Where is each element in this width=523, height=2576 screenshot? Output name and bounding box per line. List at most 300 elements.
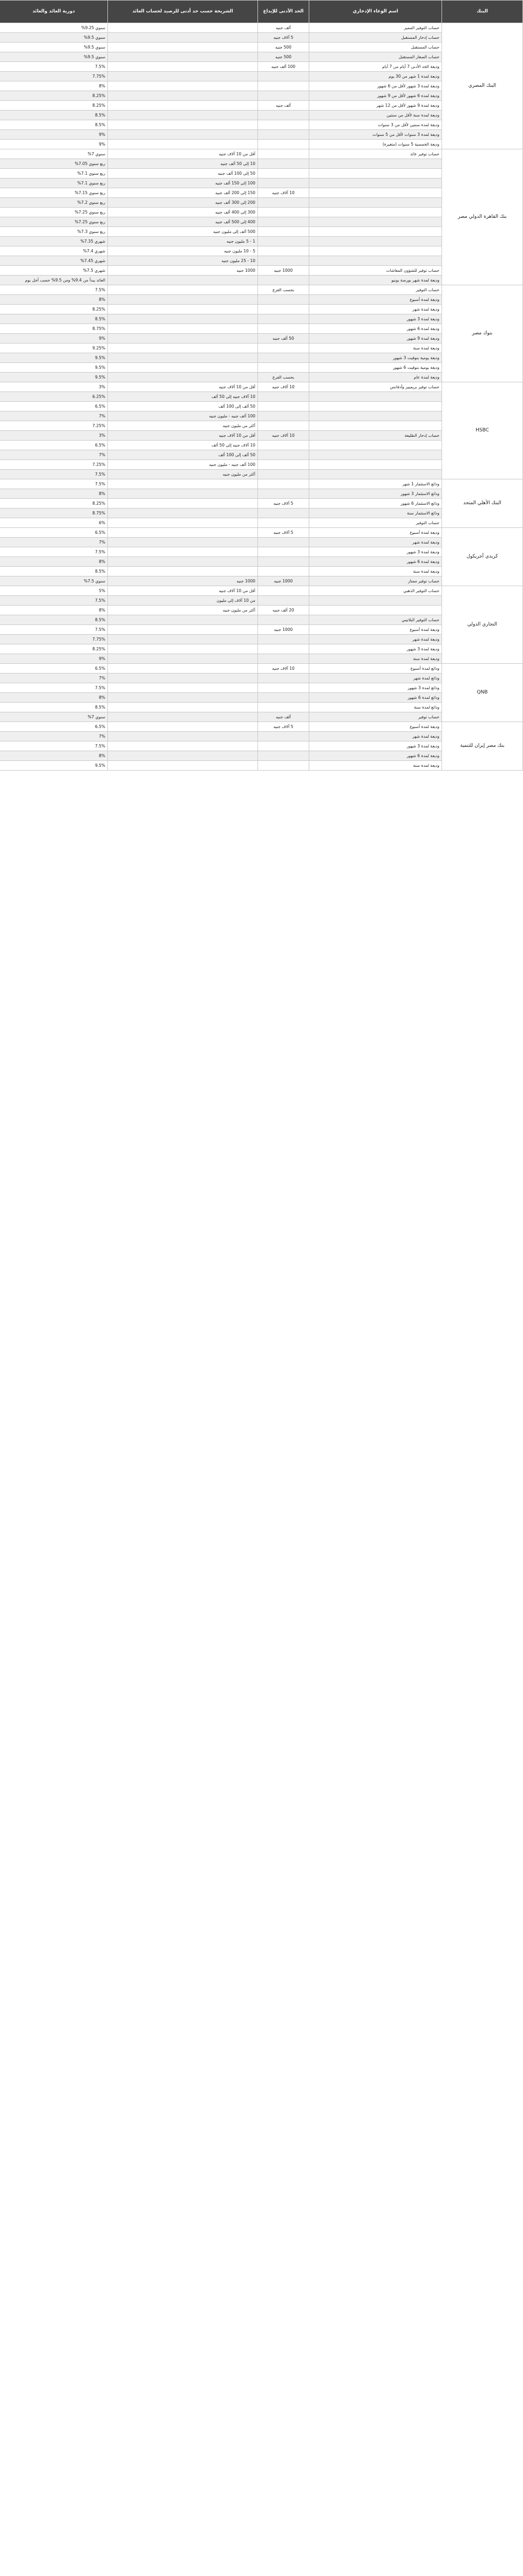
return-rate-cell: 7.5% <box>0 285 108 295</box>
return-rate-cell: 8.5% <box>0 615 108 625</box>
min-balance-cell <box>108 499 258 509</box>
return-rate-cell: سنوي 7% <box>0 149 108 159</box>
product-cell: حساب التوفير الذهبي <box>309 586 442 596</box>
product-cell: وديعة لمدة سنة <box>309 761 442 771</box>
return-rate-cell: 8% <box>0 751 108 761</box>
bank-name: بنك مصر إيران للتنمية <box>442 722 523 771</box>
return-rate-cell: 3% <box>0 431 108 441</box>
min-deposit-cell: 5 آلاف جنيه <box>258 33 309 43</box>
product-cell <box>309 198 442 208</box>
min-balance-cell <box>108 140 258 149</box>
product-cell: وديعة لمدة أسبوع <box>309 528 442 538</box>
min-deposit-cell: 5 آلاف جنيه <box>258 499 309 509</box>
min-deposit-cell <box>258 363 309 373</box>
return-rate-cell: سنوي 9.5% <box>0 52 108 62</box>
bank-name: البنك المصري <box>442 23 523 149</box>
min-deposit-cell <box>258 178 309 188</box>
min-balance-cell <box>108 615 258 625</box>
min-deposit-cell <box>258 586 309 596</box>
bank-name: بنك القاهرة الدولي مصر <box>442 149 523 285</box>
min-balance-cell <box>108 111 258 120</box>
min-deposit-cell <box>258 81 309 91</box>
min-deposit-cell <box>258 411 309 421</box>
min-balance-cell: 500 ألف إلى مليون جنيه <box>108 227 258 237</box>
min-deposit-cell <box>258 198 309 208</box>
return-rate-cell: 7.5% <box>0 62 108 72</box>
min-balance-cell: 1000 جنيه <box>108 576 258 586</box>
min-balance-cell <box>108 334 258 344</box>
min-deposit-cell <box>258 276 309 285</box>
min-deposit-cell <box>258 703 309 712</box>
min-balance-cell: من 10 آلاف إلى مليون <box>108 596 258 606</box>
min-balance-cell <box>108 741 258 751</box>
table-row <box>0 479 523 489</box>
min-balance-cell <box>108 644 258 654</box>
return-rate-cell: 9.5% <box>0 373 108 382</box>
return-rate-cell: ربع سنوي 7.2% <box>0 198 108 208</box>
product-cell <box>309 237 442 246</box>
min-deposit-cell: 5 آلاف جنيه <box>258 528 309 538</box>
product-cell: وديعة لمدة 6 شهور <box>309 324 442 334</box>
min-deposit-cell <box>258 460 309 470</box>
return-rate-cell: 7.5% <box>0 479 108 489</box>
product-cell: وديعة لمدة سنة لأقل من سنتين <box>309 111 442 120</box>
min-balance-cell <box>108 547 258 557</box>
return-rate-cell: 9% <box>0 654 108 664</box>
product-cell <box>309 421 442 431</box>
min-deposit-cell <box>258 654 309 664</box>
min-balance-cell: أقل من 10 آلاف جنيه <box>108 431 258 441</box>
return-rate-cell: 7.5% <box>0 470 108 479</box>
min-balance-cell <box>108 344 258 353</box>
bank-name: البنك الأهلي المتحد <box>442 479 523 528</box>
return-rate-cell: 6.5% <box>0 528 108 538</box>
min-balance-cell <box>108 62 258 72</box>
return-rate-cell: 8.25% <box>0 101 108 111</box>
min-deposit-cell <box>258 693 309 703</box>
product-cell: وديعة يومية بتوقيت 3 شهور <box>309 353 442 363</box>
return-rate-cell: 8% <box>0 295 108 305</box>
min-balance-cell <box>108 557 258 567</box>
min-deposit-cell <box>258 169 309 178</box>
min-deposit-cell <box>258 111 309 120</box>
header-return-period: دورية العائد والعائد <box>0 1 108 23</box>
min-deposit-cell <box>258 567 309 576</box>
return-rate-cell: 7.5% <box>0 683 108 693</box>
min-deposit-cell <box>258 402 309 411</box>
product-cell: حساب التوفير <box>309 285 442 295</box>
table-row <box>0 722 523 732</box>
product-cell <box>309 402 442 411</box>
min-deposit-cell <box>258 547 309 557</box>
return-rate-cell: ربع سنوي 7.3% <box>0 227 108 237</box>
min-deposit-cell <box>258 674 309 683</box>
min-balance-cell <box>108 324 258 334</box>
min-deposit-cell <box>258 159 309 169</box>
return-rate-cell: 8.5% <box>0 120 108 130</box>
min-deposit-cell <box>258 732 309 741</box>
min-balance-cell: أقل من 10 آلاف جنيه <box>108 149 258 159</box>
return-rate-cell: 8% <box>0 693 108 703</box>
min-balance-cell: أقل من 10 آلاف جنيه <box>108 382 258 392</box>
return-rate-cell: سنوي 7% <box>0 712 108 722</box>
min-deposit-cell <box>258 441 309 450</box>
min-balance-cell <box>108 654 258 664</box>
min-deposit-cell <box>258 509 309 518</box>
product-cell: حساب توفير للشؤون المعاشات <box>309 266 442 276</box>
min-deposit-cell: 20 ألف جنيه <box>258 606 309 615</box>
product-cell: وديعة لمدة 3 شهور <box>309 741 442 751</box>
return-rate-cell: شهري 7.4% <box>0 246 108 256</box>
return-rate-cell: 7.5% <box>0 596 108 606</box>
product-cell: ودائع الاستثمار 3 شهور <box>309 489 442 499</box>
return-rate-cell: 7.25% <box>0 421 108 431</box>
return-rate-cell: 3% <box>0 382 108 392</box>
return-rate-cell: 8% <box>0 557 108 567</box>
product-cell <box>309 256 442 266</box>
product-cell <box>309 159 442 169</box>
product-cell <box>309 460 442 470</box>
min-balance-cell: 100 ألف جنيه - مليون جنيه <box>108 460 258 470</box>
return-rate-cell: 8% <box>0 81 108 91</box>
min-deposit-cell: 5 آلاف جنيه <box>258 722 309 732</box>
min-balance-cell <box>108 81 258 91</box>
min-deposit-cell <box>258 479 309 489</box>
return-rate-cell: 8.75% <box>0 324 108 334</box>
product-cell: وديعة لمدة 6 شهور <box>309 751 442 761</box>
min-balance-cell <box>108 130 258 140</box>
min-balance-cell <box>108 353 258 363</box>
return-rate-cell: 7.5% <box>0 547 108 557</box>
min-balance-cell: 100 ألف جنيه - مليون جنيه <box>108 411 258 421</box>
min-deposit-cell <box>258 314 309 324</box>
product-cell: حساب التوفير البلاتيني <box>309 615 442 625</box>
table-row <box>0 586 523 596</box>
product-cell: حساب إدخار الطليعة <box>309 431 442 441</box>
min-deposit-cell <box>258 72 309 81</box>
return-rate-cell: 9% <box>0 140 108 149</box>
min-balance-cell: أقل من 10 آلاف جنيه <box>108 586 258 596</box>
product-cell: وديعة لمدة 3 سنوات لأقل من 5 سنوات <box>309 130 442 140</box>
table-row <box>0 149 523 159</box>
product-cell: وديعة لمدة 3 شهور لأقل من 6 شهور <box>309 81 442 91</box>
product-cell: وديعة لمدة سنتين لأقل من 3 سنوات <box>309 120 442 130</box>
product-cell <box>309 217 442 227</box>
return-rate-cell: شهري 7.5% <box>0 266 108 276</box>
product-cell: وديعة لمدة أسبوع <box>309 295 442 305</box>
min-balance-cell: أكثر من مليون جنيه <box>108 470 258 479</box>
min-deposit-cell <box>258 741 309 751</box>
header-product: اسم الوعاء الإدخاري <box>309 1 442 23</box>
bank-name: التجاري الدولي <box>442 586 523 664</box>
product-cell: حساب إدخار المستقبل <box>309 33 442 43</box>
product-cell: وديعة لمدة 1 شهر من 30 يوم <box>309 72 442 81</box>
return-rate-cell: 7% <box>0 411 108 421</box>
min-deposit-cell: 10 آلاف جنيه <box>258 382 309 392</box>
min-deposit-cell <box>258 305 309 314</box>
return-rate-cell: ربع سنوي 7.25% <box>0 217 108 227</box>
return-rate-cell: ربع سنوي 7.1% <box>0 178 108 188</box>
return-rate-cell: ربع سنوي 7.25% <box>0 208 108 217</box>
return-rate-cell: 9% <box>0 334 108 344</box>
header-min-balance: الشريحة حسب حد أدنى للرصيد لحساب العائد <box>108 1 258 23</box>
bank-name: بنوك مصر <box>442 285 523 382</box>
product-cell <box>309 188 442 198</box>
min-balance-cell <box>108 722 258 732</box>
return-rate-cell: 9.25% <box>0 344 108 353</box>
min-balance-cell <box>108 635 258 644</box>
product-cell: ودائع لمدة شهر <box>309 674 442 683</box>
return-rate-cell: شهري 7.35% <box>0 237 108 246</box>
min-balance-cell <box>108 751 258 761</box>
min-balance-cell: 100 إلى 150 ألف جنيه <box>108 178 258 188</box>
min-balance-cell: 10 آلاف جنيه إلى 50 ألف <box>108 441 258 450</box>
bank-name: QNB <box>442 664 523 722</box>
product-cell: وديعة لمدة سنة <box>309 344 442 353</box>
min-balance-cell: 5 - 10 مليون جنيه <box>108 246 258 256</box>
product-cell <box>309 606 442 615</box>
product-cell: وديعة لمدة أسبوع <box>309 625 442 635</box>
min-deposit-cell <box>258 751 309 761</box>
min-balance-cell: 50 إلى 100 ألف جنيه <box>108 169 258 178</box>
min-balance-cell: 300 إلى 400 ألف جنيه <box>108 208 258 217</box>
product-cell: وديعة لمدة شهر بورصة يونيو <box>309 276 442 285</box>
rates-table <box>0 0 523 771</box>
product-cell: وديعة لمدة شهر <box>309 305 442 314</box>
product-cell: ودائع لمدة 3 شهور <box>309 683 442 693</box>
product-cell: ودائع لمدة سنة <box>309 703 442 712</box>
product-cell <box>309 441 442 450</box>
min-balance-cell <box>108 528 258 538</box>
table-row <box>0 664 523 674</box>
return-rate-cell: 9.5% <box>0 761 108 771</box>
return-rate-cell: 8.25% <box>0 499 108 509</box>
return-rate-cell: العائد يبدأ من 9.4% ومن 9.5% حسب أجل يوم <box>0 276 108 285</box>
header-bank: البنك <box>442 1 523 23</box>
table-row <box>0 528 523 538</box>
min-balance-cell <box>108 305 258 314</box>
min-balance-cell <box>108 664 258 674</box>
min-deposit-cell <box>258 353 309 363</box>
return-rate-cell: 8.5% <box>0 314 108 324</box>
return-rate-cell: 7% <box>0 674 108 683</box>
product-cell: حساب توفير <box>309 712 442 722</box>
product-cell: ودائع الاستثمار 6 شهور <box>309 499 442 509</box>
min-balance-cell: 50 ألف إلى 100 ألف <box>108 450 258 460</box>
return-rate-cell: 8.25% <box>0 305 108 314</box>
product-cell <box>309 450 442 460</box>
product-cell: وديعة الخمسية 5 سنوات (متغيرة) <box>309 140 442 149</box>
return-rate-cell: 8.5% <box>0 111 108 120</box>
product-cell: وديعة لمدة 3 شهور <box>309 644 442 654</box>
min-balance-cell: 200 إلى 300 ألف جنيه <box>108 198 258 208</box>
product-cell: وديعة لمدة سنة <box>309 654 442 664</box>
product-cell: وديعة لمدة 9 شهور لأقل من 12 شهر <box>309 101 442 111</box>
return-rate-cell: 9.5% <box>0 353 108 363</box>
product-cell: حساب توفير ممتاز <box>309 576 442 586</box>
min-balance-cell <box>108 712 258 722</box>
product-cell <box>309 411 442 421</box>
return-rate-cell: 7.75% <box>0 635 108 644</box>
product-cell <box>309 208 442 217</box>
min-balance-cell: 50 ألف إلى 100 ألف <box>108 402 258 411</box>
min-balance-cell <box>108 567 258 576</box>
min-balance-cell <box>108 285 258 295</box>
min-balance-cell: 10 آلاف جنيه إلى 50 ألف <box>108 392 258 402</box>
min-deposit-cell <box>258 557 309 567</box>
return-rate-cell: 7.5% <box>0 741 108 751</box>
product-cell: وديعة لمدة 3 شهور <box>309 314 442 324</box>
min-balance-cell: 10 إلى 50 ألف جنيه <box>108 159 258 169</box>
product-cell: وديعة لمدة شهر <box>309 538 442 547</box>
min-deposit-cell <box>258 237 309 246</box>
min-balance-cell <box>108 674 258 683</box>
table-row <box>0 23 523 33</box>
min-deposit-cell <box>258 227 309 237</box>
min-deposit-cell <box>258 324 309 334</box>
min-deposit-cell: 100 ألف جنيه <box>258 62 309 72</box>
table-row <box>0 382 523 392</box>
product-cell: وديعة يومية بتوقيت 6 شهور <box>309 363 442 373</box>
product-cell <box>309 392 442 402</box>
product-cell <box>309 246 442 256</box>
product-cell: حساب التوفير <box>309 518 442 528</box>
product-cell: وديعة لمدة أسبوع <box>309 722 442 732</box>
min-deposit-cell: ألف جنيه <box>258 23 309 33</box>
min-deposit-cell: 10 آلاف جنيه <box>258 664 309 674</box>
min-balance-cell <box>108 625 258 635</box>
min-deposit-cell: بحسب الفرع <box>258 373 309 382</box>
product-cell: وديعة لمدة 9 شهور <box>309 334 442 344</box>
min-deposit-cell: 500 جنيه <box>258 43 309 52</box>
min-deposit-cell <box>258 256 309 266</box>
min-balance-cell: 150 إلى 200 ألف جنيه <box>108 188 258 198</box>
min-balance-cell <box>108 518 258 528</box>
min-balance-cell: 1 - 5 مليون جنيه <box>108 237 258 246</box>
min-deposit-cell <box>258 489 309 499</box>
product-cell: وديعة لمدة شهر <box>309 635 442 644</box>
min-balance-cell <box>108 489 258 499</box>
return-rate-cell: ربع سنوي 7.05% <box>0 159 108 169</box>
min-deposit-cell <box>258 120 309 130</box>
return-rate-cell: 6.5% <box>0 722 108 732</box>
return-rate-cell: 6.25% <box>0 392 108 402</box>
min-balance-cell <box>108 314 258 324</box>
product-cell <box>309 596 442 606</box>
return-rate-cell: 8.25% <box>0 91 108 101</box>
min-balance-cell <box>108 295 258 305</box>
min-deposit-cell <box>258 635 309 644</box>
return-rate-cell: 6% <box>0 518 108 528</box>
table-row <box>0 285 523 295</box>
min-balance-cell <box>108 732 258 741</box>
min-deposit-cell <box>258 683 309 693</box>
return-rate-cell: 8.5% <box>0 703 108 712</box>
min-deposit-cell <box>258 217 309 227</box>
product-cell: وديعة لمدة عام <box>309 373 442 382</box>
return-rate-cell: 8.5% <box>0 567 108 576</box>
min-deposit-cell <box>258 149 309 159</box>
product-cell: وديعة لمدة 6 شهور <box>309 557 442 567</box>
rates-body <box>0 23 523 771</box>
min-deposit-cell <box>258 140 309 149</box>
return-rate-cell: سنوي 9.5% <box>0 33 108 43</box>
min-balance-cell: 1000 جنيه <box>108 266 258 276</box>
min-deposit-cell: 1000 جنيه <box>258 266 309 276</box>
product-cell <box>309 470 442 479</box>
return-rate-cell: شهري 7.45% <box>0 256 108 266</box>
min-deposit-cell <box>258 295 309 305</box>
min-balance-cell <box>108 276 258 285</box>
min-deposit-cell: 500 جنيه <box>258 52 309 62</box>
return-rate-cell: 8.75% <box>0 509 108 518</box>
return-rate-cell: 9% <box>0 130 108 140</box>
product-cell: وديعة لمدة 6 شهور لأقل من 9 شهور <box>309 91 442 101</box>
min-deposit-cell <box>258 761 309 771</box>
product-cell <box>309 178 442 188</box>
min-deposit-cell <box>258 450 309 460</box>
product-cell <box>309 227 442 237</box>
min-deposit-cell <box>258 130 309 140</box>
return-rate-cell: 9.5% <box>0 363 108 373</box>
min-deposit-cell <box>258 208 309 217</box>
min-balance-cell <box>108 761 258 771</box>
return-rate-cell: 7.25% <box>0 460 108 470</box>
product-cell <box>309 169 442 178</box>
return-rate-cell: 8% <box>0 606 108 615</box>
product-cell: ودائع الاستثمار سنة <box>309 509 442 518</box>
return-rate-cell: 7% <box>0 732 108 741</box>
product-cell: حساب توفير بريميير وأدفانس <box>309 382 442 392</box>
product-cell: حساب توفير عائد <box>309 149 442 159</box>
product-cell: ودائع الاستثمار 1 شهر <box>309 479 442 489</box>
min-deposit-cell <box>258 470 309 479</box>
min-balance-cell <box>108 363 258 373</box>
min-deposit-cell <box>258 644 309 654</box>
min-balance-cell <box>108 33 258 43</box>
return-rate-cell: 5% <box>0 586 108 596</box>
min-balance-cell <box>108 693 258 703</box>
min-deposit-cell <box>258 392 309 402</box>
min-balance-cell: 10 - 25 مليون جنيه <box>108 256 258 266</box>
return-rate-cell: 7.75% <box>0 72 108 81</box>
min-balance-cell <box>108 23 258 33</box>
bank-name: كريدي أجريكول <box>442 528 523 586</box>
header-row <box>0 1 523 23</box>
min-balance-cell <box>108 72 258 81</box>
return-rate-cell: 7% <box>0 450 108 460</box>
return-rate-cell: 7.5% <box>0 625 108 635</box>
min-balance-cell: 400 إلى 500 ألف جنيه <box>108 217 258 227</box>
min-deposit-cell <box>258 596 309 606</box>
min-deposit-cell <box>258 344 309 353</box>
return-rate-cell: سنوي 9.5% <box>0 43 108 52</box>
min-deposit-cell: 1000 جنيه <box>258 576 309 586</box>
product-cell: حساب المستقبل <box>309 43 442 52</box>
min-balance-cell <box>108 538 258 547</box>
min-deposit-cell: 1000 جنيه <box>258 625 309 635</box>
min-balance-cell <box>108 120 258 130</box>
product-cell: وديعة لمدة شهر <box>309 732 442 741</box>
product-cell: وديعة الحد الأدنى 7 أيام من 7 أيام <box>309 62 442 72</box>
header-min-deposit: الحد الأدنى للإيداع <box>258 1 309 23</box>
min-balance-cell <box>108 373 258 382</box>
min-balance-cell <box>108 101 258 111</box>
bank-name: HSBC <box>442 382 523 479</box>
min-balance-cell <box>108 479 258 489</box>
min-balance-cell <box>108 52 258 62</box>
min-balance-cell: أكثر من مليون جنيه <box>108 421 258 431</box>
